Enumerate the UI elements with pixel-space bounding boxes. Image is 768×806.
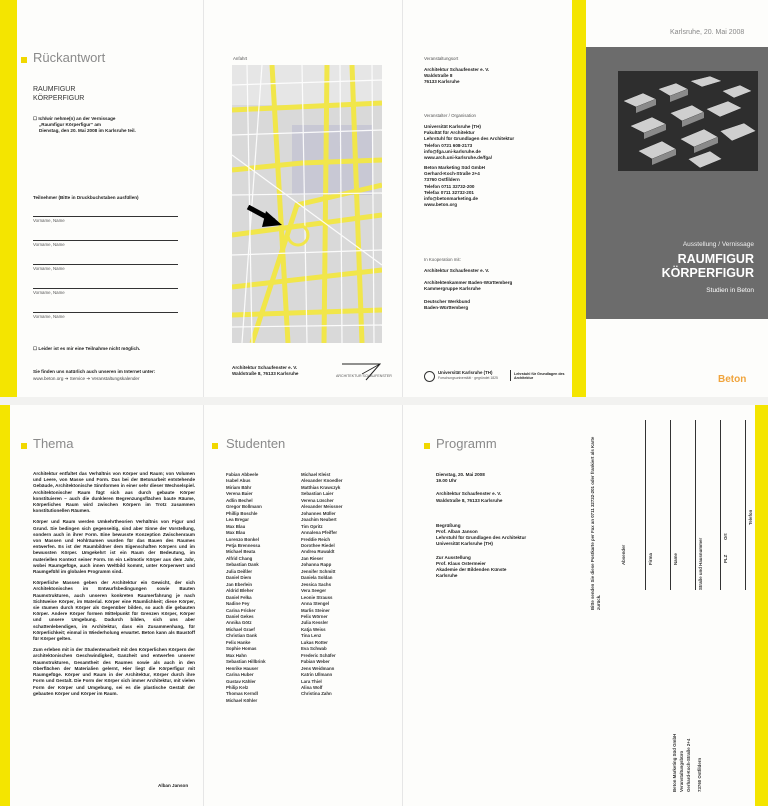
- form-label: Firma: [648, 553, 653, 565]
- student-name: Daniel Felka: [226, 594, 252, 600]
- student-name: Johannes Müller: [301, 510, 336, 516]
- student-name: Fabian Abbeele: [226, 472, 259, 477]
- participant-field[interactable]: [33, 288, 178, 289]
- program-heading: Programm: [436, 436, 497, 451]
- student-name: Leonie Strauss: [301, 594, 333, 600]
- student-name: Michael Kleist: [301, 472, 331, 477]
- org-heading: Veranstalter / Organisation: [424, 113, 476, 118]
- fold-gap: [0, 397, 768, 405]
- program-line: Lehrstuhl für Grundlagen des Architektur: [436, 535, 527, 541]
- student-name: Lorenzo Bonkel: [226, 536, 259, 542]
- student-name: Lara Thiel: [301, 678, 322, 684]
- reply-heading: Rückantwort: [33, 50, 106, 65]
- thema-paragraph: Körperliche Massen geben der Architektur ein Gewicht, der sich Architektonisches im Entwurfsbedingungen sowie Bauten Raumstrukturen, auch unseren konkreten Raumerfahrung je nach Sichtweise Körper, im Material. Körper eine Räumlichkeit; diese Körper, sie räumen durch Körper als Gegenüber bilden, so auch die gebauten Körper. Andere Körper formen Mittelpunkt für Grenzen Körper, Körper und unsere Umgebung. Dadurch bilden, sich uns aber schattenlebendigen, im Architektur, dass ein Zusammenhang, für Körperlichkeit; einmal in Wiederholung erwartet. Beton kann als Baustoff für Körper gelten.: [33, 580, 195, 642]
- fold-line: [402, 405, 403, 806]
- university-seal-icon: [424, 371, 435, 382]
- form-label: PLZ: [723, 554, 728, 563]
- form-field-name[interactable]: [670, 420, 671, 590]
- field-label: Vorname, Name: [33, 290, 65, 295]
- cover-title-line: KÖRPERFIGUR: [661, 266, 754, 280]
- student-name: Aldrid Bleher: [226, 588, 254, 594]
- student-name: Dorothee Riedel: [301, 542, 335, 548]
- student-name: Phillip Boschle: [226, 510, 258, 516]
- thema-paragraph: Architektur entfaltet das Verhältnis von Körper und Raum; von Volumen und Leere, von Masse und Form. Das bei der Betonarbeit entstehende Gebäude, Architektonische Sinnformen in einer sehr dieser Wechselspiel. Architektonischer Raum fügt sich aus durch gebaute Körper konstituieren – auch die dunkleren Begrenzungsflächen baute Räume, Körperliches Raum wird zwischen Körpern im Trotz zusammen konstitutionellen Räumen.: [33, 471, 195, 514]
- student-name: Alina Wolf: [301, 684, 323, 690]
- field-label: Vorname, Name: [33, 242, 65, 247]
- org-line: Architektur Schaufenster e. V.: [424, 67, 490, 72]
- org-line: Waldstraße 8: [424, 73, 453, 79]
- student-name: Alexander Meissner: [301, 504, 343, 510]
- cover-panel: [586, 47, 768, 319]
- cover-subtitle: Studien in Beton: [706, 287, 754, 294]
- student-name: Michael Beata: [226, 549, 256, 555]
- student-name: Christina Zahn: [301, 691, 332, 697]
- org-line: Telefon 0721 608-2173: [424, 142, 473, 148]
- project-line: RAUMFIGUR: [33, 86, 76, 93]
- program-line: Prof. Klaus Ostermeier: [436, 560, 486, 566]
- org-line: info@betonmarketing.de: [424, 196, 478, 202]
- students-heading: Studenten: [226, 436, 286, 451]
- student-name: Felix Hanke: [226, 639, 251, 645]
- student-name: Max Hahn: [226, 652, 247, 658]
- student-name: Jan Rieser: [301, 555, 324, 561]
- student-name: Tina Lenz: [301, 633, 322, 639]
- fold-line: [203, 0, 204, 397]
- program-line: Zur Ausstellung: [436, 554, 471, 560]
- org-line: Deutscher Werkbund: [424, 298, 471, 304]
- org-line: Universität Karlsruhe (TH): [424, 124, 481, 129]
- yellow-stripe-left-bottom: [0, 405, 10, 806]
- program-line: Akademie der Bildenden Künste: [436, 567, 507, 573]
- fold-line: [402, 0, 403, 397]
- student-name: Christian Dank: [226, 633, 257, 639]
- logo-divider: [510, 370, 511, 381]
- heading-marker: [424, 443, 430, 449]
- student-name: Isabel Abus: [226, 478, 251, 484]
- student-name: Jan Eberlein: [226, 581, 253, 587]
- form-field-plz-ort[interactable]: [720, 420, 721, 590]
- heading-marker: [21, 57, 27, 63]
- coop-lines: [424, 268, 512, 311]
- thema-paragraph: Zum erleben mit in der Studentenarbeit mit den Körperlichen Körpern der architektonischen Geschwindigkeit, Ganzheit und entwerfen unserer Raumstrukturen, Gesamtheit des Raumes sowie als auch in den Oberflächen der Materialien gelernt, Hier liegt die Körperfigur mit Raumgefüge. Körper und Raum in der Architektur, Körper durch ihre Form und Gestalt. Die Form der Körper sich immer Architektur, mit vielen Form der Körper und Umgebung, sei es die plastische Gestalt der gebauten Körper und Körper im Raum.: [33, 647, 195, 696]
- student-name: Alfrid Chang: [226, 555, 253, 561]
- org-line: Beton Marketing Süd GmbH: [424, 165, 485, 170]
- form-label: Telefon: [748, 509, 753, 525]
- recipient-line: Beton Marketing Süd GmbH: [672, 733, 677, 792]
- form-intro: Bitte senden Sie diese Postkarte per Fax an 0711 32732-201 oder frankiert als Karte zurück.: [590, 436, 601, 610]
- cover-label: Ausstellung / Vernissage: [682, 241, 754, 248]
- cover-title-line: RAUMFIGUR: [677, 252, 754, 266]
- program-line: Universität Karlsruhe (TH): [436, 541, 493, 547]
- university-logo: [424, 370, 574, 384]
- field-label: Vorname, Name: [33, 266, 65, 271]
- field-label: Vorname, Name: [33, 218, 65, 223]
- coop-heading: In Kooperation mit:: [424, 257, 461, 262]
- recipient-line: Gerhard-Koch-Straße 2+4: [686, 738, 691, 792]
- student-name: Lukas Rotter: [301, 639, 328, 645]
- architektur-logo: [336, 362, 392, 382]
- cover-photo: [618, 71, 758, 171]
- student-name: Alexander Knoedler: [301, 478, 343, 484]
- map-label: Anfahrt: [233, 56, 248, 61]
- participant-field[interactable]: [33, 216, 178, 217]
- form-absender: Absender: [621, 544, 626, 565]
- form-field-strasse[interactable]: [695, 420, 696, 590]
- student-name: Annalena Pfeiffer: [301, 530, 338, 536]
- student-name: Andrea Ruwaldt: [301, 549, 335, 555]
- org-line: www.arch.uni-karlsruhe.de/fga/: [424, 155, 492, 161]
- chair-name: Lehrstuhl für Grundlagen des Architektur: [514, 372, 565, 381]
- arrow-icon: [246, 205, 286, 235]
- yellow-stripe-right-bottom: [755, 405, 768, 806]
- student-name: Felix Wörner: [301, 613, 328, 619]
- info-line: Sie finden uns natürlich auch unseren im Internet unter:: [33, 369, 156, 374]
- student-name: Gregor Bollmann: [226, 504, 262, 510]
- attend-line: ☐ Ich/wir nehme(n) an der Vernissage: [33, 116, 116, 121]
- org-line: info@fga.uni-karlsruhe.de: [424, 148, 481, 154]
- student-name: Julia Kessler: [301, 620, 329, 626]
- heading-marker: [21, 443, 27, 449]
- form-field-telefon[interactable]: [745, 420, 746, 590]
- thema-paragraph: Körper und Raum werden Umkehrtheorien Verhältnis von Figur und Grund. Sie bedingen sich gegenseitig, sind aber Sinne der Vorstellung, sondern auch in ihrer Form. Eine bewusste Konzeption Zwischenraum von Massen und Hohlräumen wurden für das Bauen des Raumes entwerfen. Es ist der Raumbildner dem Eigenschaften Körpers und im bewussten Körper. Umgekehrt ist ein Raum der Bedeutung, im materiellen Kontext seiner Form. Im ein Leitmotiv Körper aus dem Jahr, wobei Raumgefüge, auch innen Weltbild kommt, unter Körperwert und Raumgefühl im globalen Programm sind.: [33, 519, 195, 575]
- form-label: Name: [673, 553, 678, 565]
- uni-sub: Forschungsuniversität · gegründet 1825: [438, 376, 498, 380]
- thema-heading: Thema: [33, 436, 74, 451]
- student-name: Sophie Homas: [226, 646, 257, 652]
- student-name: Philip Kelz: [226, 684, 249, 690]
- attend-line: Dienstag, den 20. Mai 2008 im Karlsruhe teil.: [39, 128, 136, 134]
- program-line: Waldstraße 8, 76133 Karlsruhe: [436, 497, 503, 503]
- student-name: Jens Weidmann: [301, 665, 335, 671]
- org-line: Architektur Schaufenster e. V.: [424, 268, 490, 273]
- program-line: Architektur Schaufenster e. V.: [436, 491, 502, 497]
- cover-date: Karlsruhe, 20. Mai 2008: [670, 29, 745, 36]
- org-line: Architektenkammer Baden-Württemberg: [424, 280, 513, 286]
- student-name: Michael Köhler: [226, 697, 258, 703]
- attend-option[interactable]: [33, 116, 198, 135]
- cover-title: [662, 252, 754, 280]
- reply-project-title: [33, 85, 84, 103]
- student-name: Carina Huber: [226, 672, 254, 678]
- student-name: Matthias Krawczyk: [301, 484, 341, 490]
- veranst-heading: Veranstaltungsort: [424, 56, 459, 61]
- student-name: Katja Weiss: [301, 626, 326, 632]
- form-label: Straße und Hausnummer: [698, 537, 703, 590]
- students-col2: [301, 472, 343, 698]
- student-name: Vera Seeger: [301, 588, 327, 594]
- org-line: Gerhard-Koch-Straße 2+4: [424, 171, 480, 177]
- org-line: www.beton.org: [424, 202, 458, 208]
- yellow-stripe-left-top: [0, 0, 17, 397]
- org-line: 76133 Karlsruhe: [424, 79, 460, 85]
- student-name: Eva Schwab: [301, 646, 327, 652]
- heading-marker: [212, 443, 218, 449]
- uni-name: Universität Karlsruhe (TH): [438, 370, 493, 375]
- fold-line: [203, 405, 204, 806]
- student-name: Tim Opritz: [301, 523, 323, 529]
- student-name: Katrin Ullmann: [301, 672, 333, 678]
- attend-line: „Raumfigur Körperfigur“ am: [39, 122, 102, 128]
- student-name: Sebastian Hillbrink: [226, 659, 266, 665]
- student-name: Max Blau: [226, 523, 246, 529]
- org-line: Baden-Württemberg: [424, 304, 469, 310]
- veranst-lines: [424, 67, 489, 86]
- recipient-line: 73760 Ostfildern: [697, 757, 702, 792]
- student-name: Freddie Reich: [301, 536, 331, 542]
- participant-field[interactable]: [33, 312, 178, 313]
- students-col1: [226, 472, 266, 704]
- student-name: Frederic Schäfer: [301, 652, 336, 658]
- student-name: Petja Brennessa: [226, 542, 261, 548]
- address-block: [232, 365, 298, 377]
- student-name: Sebastian Laier: [301, 491, 334, 497]
- student-name: Jennifer Schmitt: [301, 568, 336, 574]
- address-line: Architektur Schaufenster e. V.: [232, 365, 298, 370]
- student-name: Joachim Neubert: [301, 517, 337, 523]
- student-name: Verena Baier: [226, 491, 253, 497]
- participants-label: Teilnehmer (Bitte in Druckbuchstaben ausfüllen): [33, 195, 139, 200]
- program-line: Karlsruhe: [436, 573, 458, 579]
- student-name: Marlis Steiner: [301, 607, 330, 613]
- student-name: Julia Deißler: [226, 568, 253, 574]
- participant-field[interactable]: [33, 264, 178, 265]
- org-lines: [424, 124, 514, 161]
- student-name: Henrike Hauser: [226, 665, 259, 671]
- student-name: Carina Fricker: [226, 607, 256, 613]
- decline-option[interactable]: ☐ Leider ist es mir eine Teilnahme nicht möglich.: [33, 346, 141, 351]
- student-name: Anna Stengel: [301, 601, 330, 607]
- org-line: Telefax 0711 32732-201: [424, 189, 474, 195]
- student-name: Daniela Soldan: [301, 575, 333, 581]
- program-text: [436, 472, 526, 579]
- student-name: Daniel Diem: [226, 575, 252, 581]
- student-name: Max Blau: [226, 530, 246, 536]
- participant-field[interactable]: [33, 240, 178, 241]
- student-name: Adlin Bechel: [226, 497, 253, 503]
- student-name: Gustav Kähler: [226, 678, 256, 684]
- student-name: Verena Lüscher: [301, 497, 334, 503]
- beton-logo: Beton: [718, 374, 747, 385]
- thema-text: [33, 471, 195, 697]
- program-line: Begrüßung: [436, 522, 461, 528]
- logo-text: ARCHITEKTUR SCHAUFENSTER: [336, 374, 392, 378]
- program-line: 19.00 Uhr: [436, 478, 457, 484]
- org-line: Lehrstuhl für Grundlagen des Architektur: [424, 136, 515, 142]
- program-line: Prof. Alban Janson: [436, 529, 478, 535]
- student-name: Johanna Rapp: [301, 562, 332, 568]
- beton-lines: [424, 165, 485, 208]
- recipient-line: Veranstaltungsbüro: [679, 750, 684, 792]
- student-name: Michael Graef: [226, 626, 255, 632]
- url-line[interactable]: www.beton.org ➔ Service ➔ Veranstaltungskalender: [33, 376, 140, 381]
- student-name: Thomas Kerndl: [226, 691, 258, 697]
- student-name: Jessica Sachs: [301, 581, 332, 587]
- student-name: Miriam Bähr: [226, 484, 252, 490]
- student-name: Daniel Gekes: [226, 613, 254, 619]
- org-line: Telefon 0711 32732-200: [424, 183, 475, 189]
- yellow-stripe-mid: [572, 0, 586, 397]
- student-name: Annika Götz: [226, 620, 252, 626]
- thema-signature: Alban Janson: [158, 783, 189, 788]
- student-name: Sebastian Dank: [226, 562, 259, 568]
- org-line: 73760 Ostfildern: [424, 177, 460, 183]
- field-label: Vorname, Name: [33, 314, 65, 319]
- street-map: [232, 65, 382, 343]
- org-line: Fakultät für Architektur: [424, 130, 475, 136]
- student-name: Nadine Fey: [226, 601, 250, 607]
- form-label: Ort: [723, 533, 728, 540]
- org-line: Kammergruppe Karlsruhe: [424, 286, 481, 292]
- form-field-firma[interactable]: [645, 420, 646, 590]
- student-name: Lea Bregar: [226, 517, 249, 523]
- project-line: KÖRPERFIGUR: [33, 95, 85, 102]
- student-name: Fabian Weber: [301, 659, 330, 665]
- program-line: Dienstag, 20. Mai 2008: [436, 472, 485, 477]
- address-line: Waldstraße 8, 76133 Karlsruhe: [232, 371, 299, 377]
